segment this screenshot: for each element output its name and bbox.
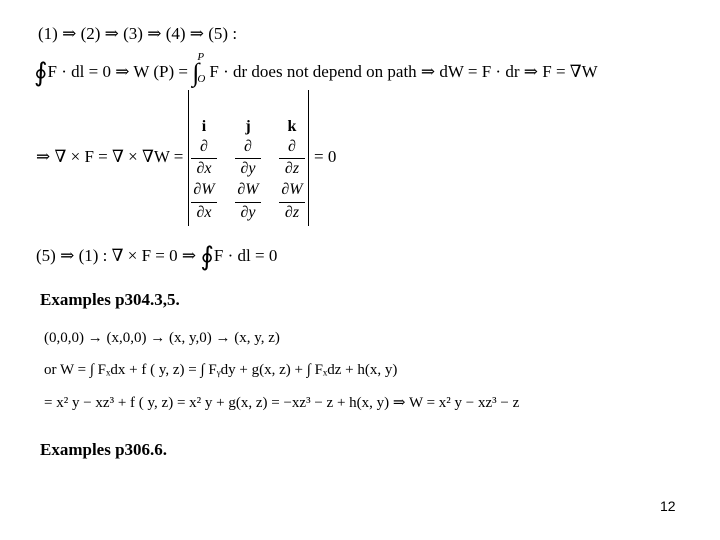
fraction-bar — [191, 158, 217, 159]
matrix-r4-c2: ∂W — [237, 181, 259, 198]
examples-heading-2: Examples p306.6. — [40, 440, 168, 459]
path-independence-line — [34, 51, 598, 87]
line5-part2: F · dl = 0 — [213, 246, 278, 265]
matrix-r5-c1: ∂x — [196, 204, 212, 221]
fraction-bar — [191, 202, 217, 203]
curl-lhs: ⇒ ∇ × F = ∇ × ∇W = — [36, 147, 184, 166]
limit-upper: P — [197, 51, 205, 64]
fraction-bar — [279, 202, 305, 203]
matrix-r5-c3: ∂z — [284, 204, 300, 221]
matrix-r2-c3: ∂ — [288, 138, 296, 155]
contour-integral-icon: ∮ — [34, 58, 48, 87]
fraction-bar — [279, 158, 305, 159]
example-path: (0,0,0) → (x,0,0) → (x, y,0) → (x, y, z) — [44, 330, 280, 346]
page-number: 12 — [660, 498, 676, 514]
curl-rhs: = 0 — [314, 147, 337, 166]
examples-heading-1: Examples p304.3,5. — [40, 290, 180, 309]
implication-chain: (1) ⇒ (2) ⇒ (3) ⇒ (4) ⇒ (5) : — [38, 24, 238, 43]
example-result: = x² y − xz³ + f ( y, z) = x² y + g(x, z) = −xz³ − z + h(x, y) ⇒ W = x² y − xz³ − z — [44, 395, 520, 411]
example-or-line: or W = ∫ Fₓdx + f ( y, z) = ∫ Fᵧdy + g(x, z) + ∫ Fₓdz + h(x, y) — [44, 362, 398, 378]
line5-part1: (5) ⇒ (1) : ∇ × F = 0 ⇒ — [36, 246, 197, 265]
fraction-bar — [235, 158, 261, 159]
matrix-r3-c1: ∂x — [196, 160, 212, 177]
contour-integral-icon: ∮ — [200, 242, 214, 271]
integral-limits — [197, 51, 209, 86]
matrix-r4-c1: ∂W — [193, 181, 215, 198]
converse-line — [36, 238, 278, 271]
line2-part1: F · dl = 0 ⇒ W (P) = — [47, 62, 189, 81]
line2-part2: F · dr does not depend on path ⇒ dW = F · dr ⇒ F = ∇W — [209, 62, 598, 81]
limit-lower: O — [197, 73, 206, 86]
fraction-bar — [235, 202, 261, 203]
matrix-r3-c2: ∂y — [240, 160, 256, 177]
matrix-r1-c3: k — [287, 118, 297, 135]
matrix-r1-c1: i — [201, 118, 207, 135]
matrix-r2-c2: ∂ — [244, 138, 252, 155]
matrix-r3-c3: ∂z — [284, 160, 300, 177]
matrix-r5-c2: ∂y — [240, 204, 256, 221]
matrix-r2-c1: ∂ — [200, 138, 208, 155]
integral-icon: ∫ — [192, 58, 200, 87]
matrix-r4-c3: ∂W — [281, 181, 303, 198]
matrix-r1-c2: j — [245, 118, 251, 135]
